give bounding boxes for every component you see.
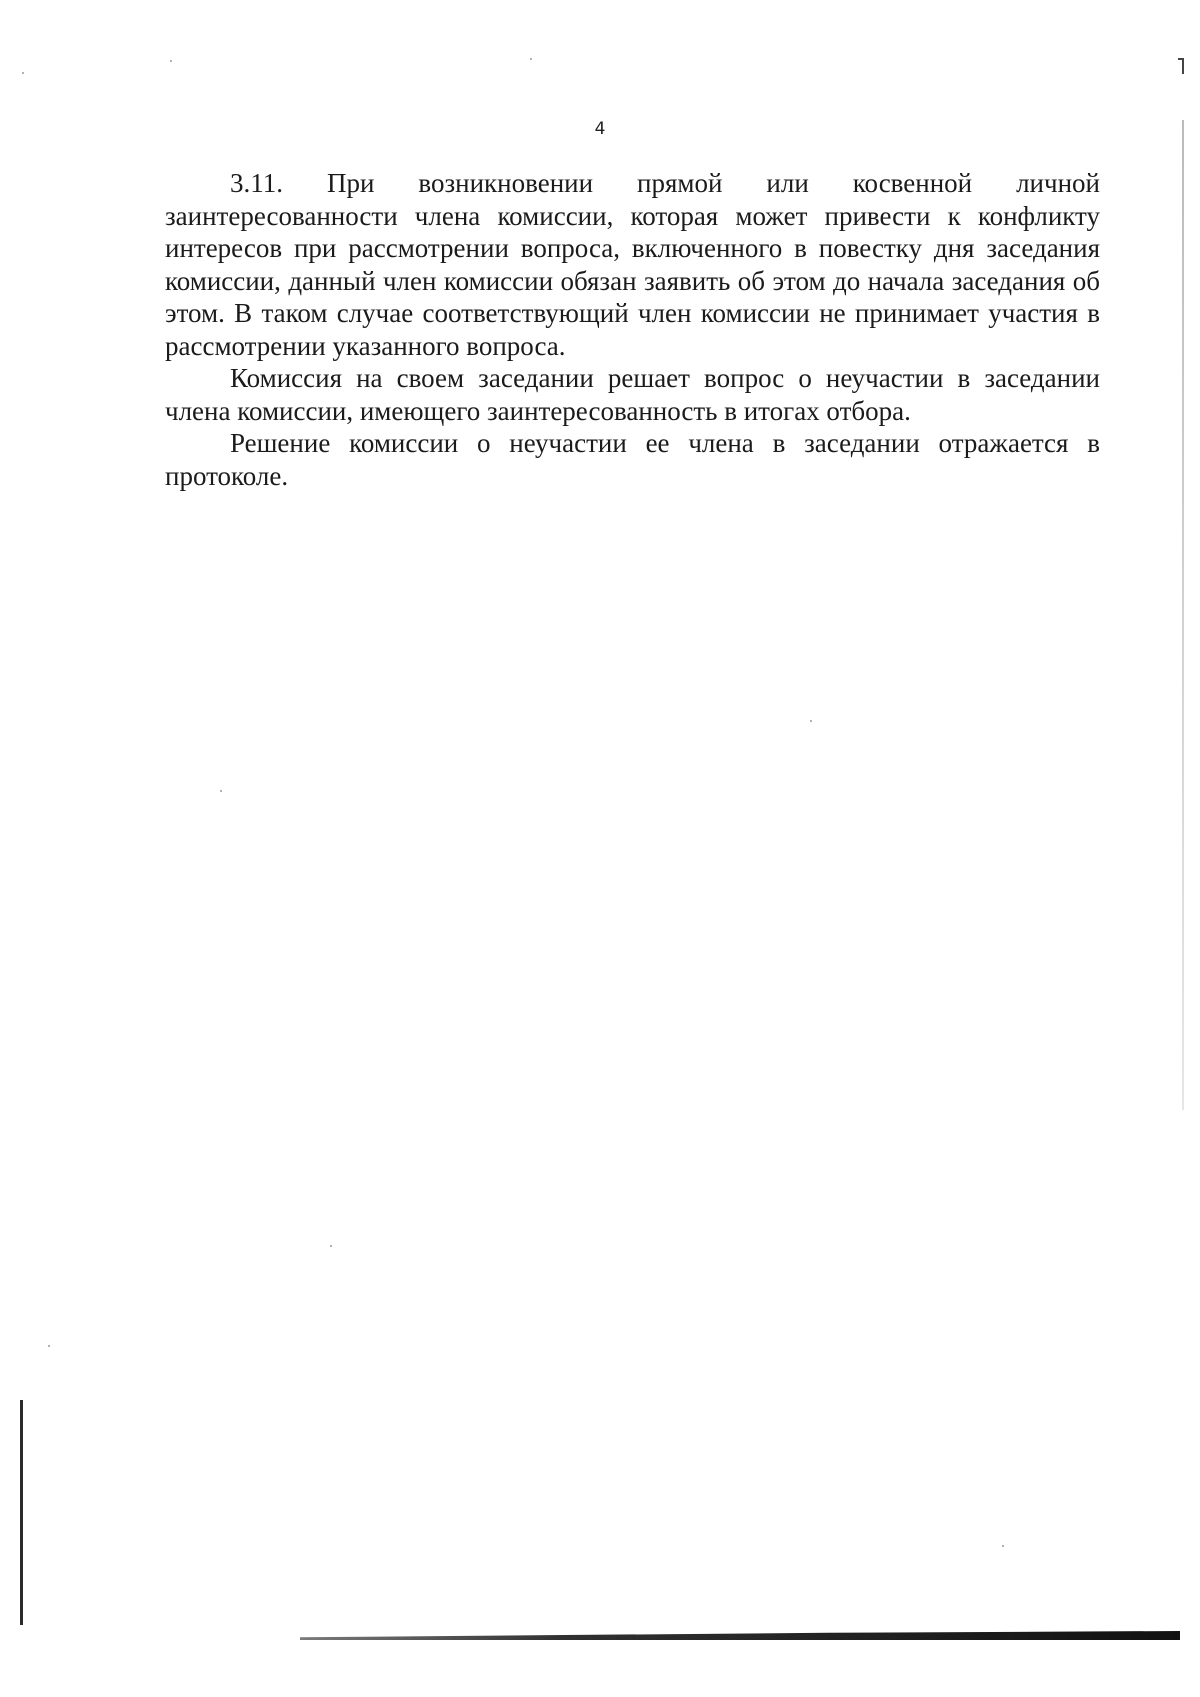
scan-edge-line-right <box>1182 120 1184 1110</box>
scan-dust <box>170 60 172 62</box>
paragraph-commission-decision: Комиссия на своем заседании решает вопрос о неучастии в заседании члена комиссии, имеющего заинтересованность в итогах отбора. <box>165 363 1100 426</box>
scan-bottom-edge <box>300 1631 1180 1640</box>
document-body <box>165 167 1100 492</box>
page-number: 4 <box>594 119 606 139</box>
scan-dust <box>22 72 24 74</box>
scan-dust <box>530 58 532 60</box>
scan-dust <box>1002 1545 1004 1547</box>
scan-edge-line-left <box>20 1400 23 1625</box>
scan-corner-mark <box>1178 58 1184 74</box>
paragraph-3-11: 3.11. При возникновении прямой или косвенной личной заинтересованности члена комиссии, которая может привести к конфликту интересов при рассмотрении вопроса, включенного в повестку дня заседания комиссии, данный член комиссии обязан заявить об этом до начала заседания об этом. В таком случае соответствующий член комиссии не принимает участия в рассмотрении указанного вопроса. <box>165 168 1100 361</box>
scan-dust <box>810 720 812 722</box>
scan-dust <box>48 1345 50 1347</box>
scan-dust <box>220 790 222 792</box>
scan-dust <box>330 1245 332 1247</box>
paragraph-protocol: Решение комиссии о неучастии ее члена в заседании отражается в протоколе. <box>165 428 1100 491</box>
